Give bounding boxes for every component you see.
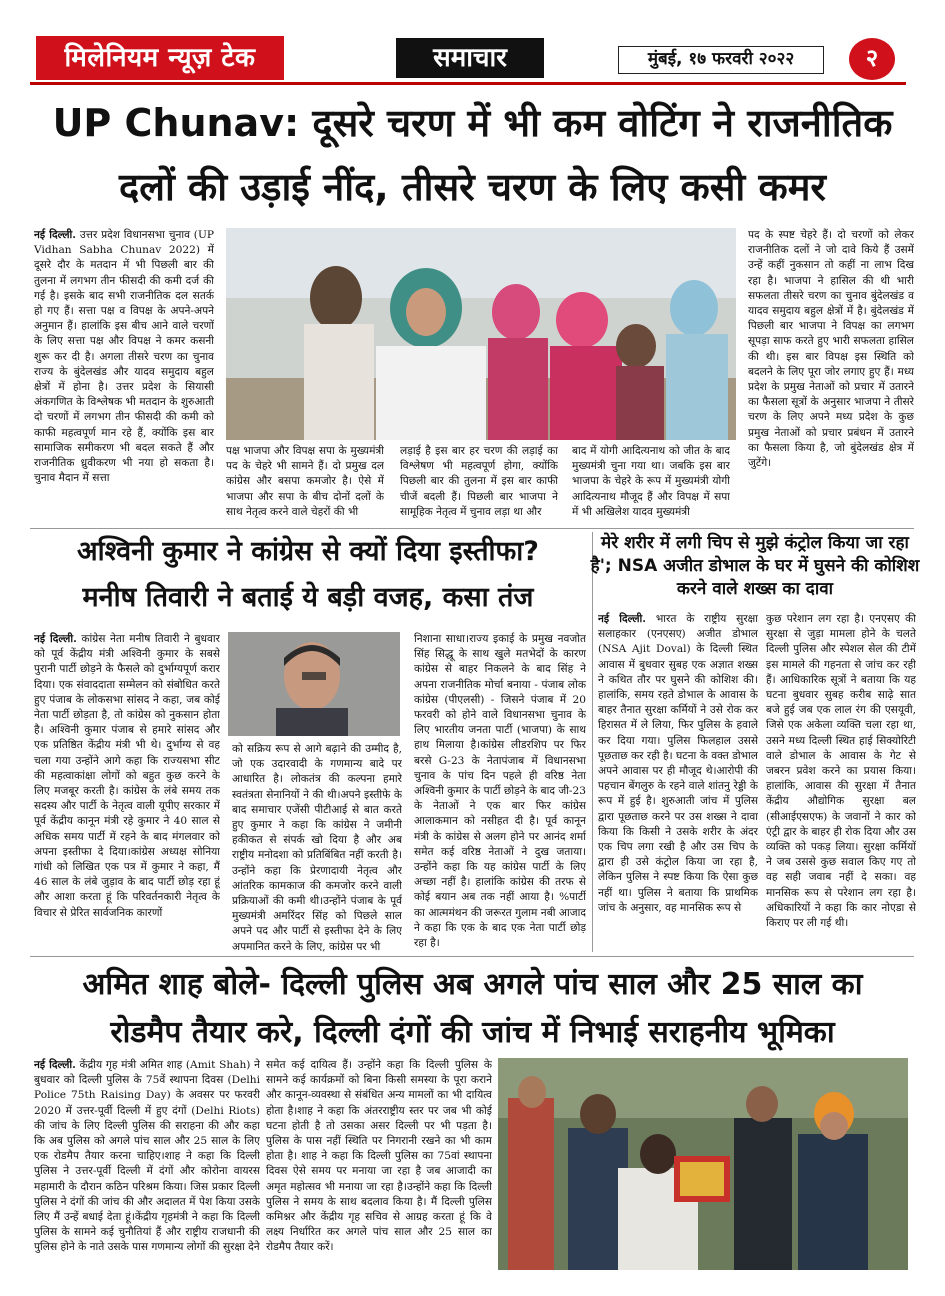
story4-headline-line1[interactable]: अमित शाह बोले- दिल्ली पुलिस अब अगले पांच साल और 25 साल का (82, 967, 863, 1002)
campaign-photo-illustration (226, 228, 736, 440)
story1-dateline: नई दिल्ली. (34, 229, 76, 241)
campaign-photo (226, 228, 736, 440)
edition-date: मुंबई, १७ फरवरी २०२२ (618, 46, 824, 74)
story2-column-2 (232, 742, 402, 952)
event-photo-illustration (498, 1058, 908, 1270)
story3-column-2 (766, 612, 916, 952)
story1-column-2 (226, 444, 384, 526)
story2-column-1 (34, 632, 220, 952)
story2-col1-text: कांग्रेस नेता मनीष तिवारी ने बुधवार को पूर्व केंद्रीय मंत्री अश्विनी कुमार के सबसे पुरानी पार्टी छोड़ने के फैसले को दुर्भाग्यपूर्ण करार दिया। एक संवाददाता सम्मेलन को संबोधित करते हुए पंजाब के लोकसभा सांसद ने कहा, जब कोई नेता पार्टी छोड़ता है, तो कांग्रेस को नुकसान होता है। अश्विनी कुमार पंजाब से हमारे सांसद और एक प्रतिष्ठित केंद्रीय मंत्री भी थे। दुर्भाग्य से वह चला गया उन्होंने आगे कहा कि राज्यसभा सीट की महत्वाकांक्षा लोगों को बहुत कुछ करने के लिए मजबूर करती है। कांग्रेस के लंबे समय तक सदस्य और पार्टी के नेतृत्व वाली यूपीए सरकार में पूर्व केंद्रीय कानून मंत्री रहे कुमार ने 40 साल से अधिक समय पार्टी में रहने के बाद मंगलवार को अपना इस्तीफा दे दिया।कांग्रेस अध्यक्ष सोनिया गांधी को लिखित एक पत्र में कुमार ने कहा, मैं 46 साल के लंबे जुड़ाव के बाद पार्टी छोड़ रहा हूं और आशा करता हूं कि परिवर्तनकारी नेतृत्व के विचार से प्रेरित सार्वजनिक कारणों (34, 633, 220, 919)
story2-headline-line2[interactable]: मनीष तिवारी ने बताई ये बड़ी वजह, कसा तंज (82, 582, 534, 613)
story1-col2-text: पक्ष भाजपा और विपक्ष सपा के मुख्यमंत्री पद के चेहरे भी सामने हैं। दो प्रमुख दल कांग्रेस और बसपा कमजोर है। ऐसे में भाजपा और सपा के बीच दोनों दलों के साथ नेतृत्व करने वाले चेहरों की भी (226, 445, 384, 518)
story1-col4-text: बाद में योगी आदित्यनाथ को जीत के बाद मुख्यमंत्री चुना गया था। जबकि इस बार भाजपा के चेहरे के रूप में मुख्यमंत्री योगी आदित्यनाथ मौजूद हैं और विपक्ष में सपा में भी अखिलेश यादव मुख्यमंत्री (572, 445, 730, 518)
story4-col1-text: केंद्रीय गृह मंत्री अमित शाह (Amit Shah) ने बुधवार को दिल्ली पुलिस के 75वें स्थापना दिवस (Delhi Police 75th Raising Day) के अवसर पर फरवरी 2020 में उत्तर-पूर्वी दिल्ली में हुए दंगों (Delhi Riots) की जांच के लिए दिल्ली पुलिस की सराहना की और कहा कि अब पुलिस को अगले पांच साल और 25 साल के लिए एक रोडमैप तैयार करना चाहिए।शाह ने कहा कि दिल्ली पुलिस ने उत्तर-पूर्वी दिल्ली में दंगों और कोरोना वायरस महामारी के दौरान कठिन परिश्रम किया। जिस प्रकार दिल्ली पुलिस ने दंगों की जांच की और अदालत में पेश किया उसके लिए मैं उन्हें बधाई देता हूं।केंद्रीय गृहमंत्री ने कहा कि दिल्ली पुलिस के सामने कई चुनौतियां हैं और राष्ट्रीय राजधानी की पुलिस होने के नाते उसके पास गणमान्य लोगों की सुरक्षा देने (34, 1059, 260, 1254)
story1-col1-text: उत्तर प्रदेश विधानसभा चुनाव (UP Vidhan Sabha Chunav 2022) में दूसरे दौर के मतदान में भी पिछली बार की तुलना में लगभग तीन फीसदी की कमी दर्ज की गई है। इसके बाद सभी राजनीतिक दल सतर्क हो गए हैं। सत्ता पक्ष व विपक्ष के अपने-अपने अनुमान हैं। हालांकि इस बीच आने वाले चरणों के लिए सत्ता पक्ष और विपक्ष ने कमर कसनी शुरू कर दी है। अगला तीसरे चरण का चुनाव राज्य के बुंदेलखंड और यादव समुदाय बहुल क्षेत्रों में होना है। उत्तर प्रदेश के सियासी अंकगणित के विश्लेषक भी मतदान के शुरुआती दो चरणों में लगभग तीन फीसदी की कमी को काफी महत्वपूर्ण मान रहे हैं, क्योंकि इस बार सामाजिक समीकरण भी बदल सकते हैं और राजनीतिक ध्रुवीकरण भी नया हो सकता है। चुनाव मैदान में सत्ता (34, 229, 214, 485)
story3-col1-text: भारत के राष्ट्रीय सुरक्षा सलाहकार (एनएसए) अजीत डोभाल (NSA Ajit Doval) के दिल्ली स्थित आवास में बुधवार सुबह एक अज्ञात शख्स ने कथित तौर पर घुसने की कोशिश की। हालांकि, समय रहते डोभाल के आवास के बाहर तैनात सुरक्षा कर्मियों ने उसे रोक कर हिरासत में ले लिया, फिर पुलिस के हवाले कर दिया गया। पुलिस फिलहाल उससे पूछताछ कर रही है। घटना के वक्त डोभाल अपने आवास पर ही मौजूद थे।आरोपी की पहचान बेंगलुरु के रहने वाले शांतनु रेड्डी के रूप में हुई है। शुरुआती जांच में पुलिस द्वारा पूछताछ करने पर उस शख्स ने दावा किया कि किसी ने उसके शरीर के अंदर एक चिप लगा रखी है और उस चिप के द्वारा ही उसे कंट्रोल किया जा रहा है, लेकिन पुलिस ने स्पष्ट किया कि ऐसा कुछ नहीं था। पुलिस ने बताया कि प्राथमिक जांच के अनुसार, वह मानसिक रूप से (598, 613, 758, 914)
story3-divider (30, 956, 914, 957)
story4-col2-text: समेत कई दायित्व हैं। उन्होंने कहा कि दिल्ली पुलिस के सामने कई कार्यक्रमों को बिना किसी समस्या के पूरा कराने और कानून-व्यवस्था से संबंधित अन्य मामलों का भी दायित्व होता है।शाह ने कहा कि अंतरराष्ट्रीय स्तर पर जब भी कोई घटना होती है तो उसका असर दिल्ली पर भी पड़ता है। पुलिस के पास नहीं स्थिति पर निगरानी रखने का भी काम होता है। शाह ने कहा कि दिल्ली पुलिस का 75वां स्थापना दिवस ऐसे समय पर मनाया जा रहा है जब आजादी का अमृत महोत्सव भी मनाया जा रहा है।उन्होंने कहा कि दिल्ली पुलिस ने समय के साथ बदलाव किया है। मैं दिल्ली पुलिस कमिश्नर और केंद्रीय गृह सचिव से आग्रह करता हूं कि वे लक्ष्य निर्धारित कर अगले पांच साल और 25 साल का रोडमैप तैयार करें। (266, 1059, 492, 1254)
story1-divider (30, 528, 914, 529)
story1-col3-text: लड़ाई है इस बार हर चरण की लड़ाई का विश्लेषण भी महत्वपूर्ण होगा, क्योंकि पिछली बार की तुलना में इस बार काफी चीजें बदली हैं। पिछली बार भाजपा ने सामूहिक नेतृत्व में चुनाव लड़ा था और (400, 445, 558, 518)
story1-col5-text: पद के स्पष्ट चेहरे हैं। दो चरणों को लेकर राजनीतिक दलों ने जो दावे किये हैं उसमें उन्हें कहीं नुकसान तो कहीं ना लाभ दिख रहा है। भाजपा ने हासिल की थी भारी सफलता तीसरे चरण का चुनाव बुंदेलखंड व यादव समुदाय बहुल क्षेत्रों में है। बुंदेलखंड में पिछली बार भाजपा ने विपक्ष का लगभग सूपड़ा साफ करते हुए भारी सफलता हासिल की थी। इस बार विपक्ष इस स्थिति को बदलने के लिए पूरा जोर लगाए हुए हैं। मध्य प्रदेश के प्रमुख नेताओं को प्रचार में उतारने का फैसला सूत्रों के अनुसार भाजपा ने तीसरे चरण के लिए अपने मध्य प्रदेश के कुछ प्रमुख नेताओं को प्रचार प्रबंधन में उतारने का फैसला किया है, जो बुंदेलखंड क्षेत्र में जुटेंगे। (748, 229, 914, 470)
paper-name: मिलेनियम न्यूज़ टेक (36, 36, 284, 80)
section-label: समाचार (396, 38, 544, 78)
story2-col2-text: को सक्रिय रूप से आगे बढ़ाने की उम्मीद है, जो एक उदारवादी के गणमान्य बादे पर आधारित है। लोकतंत्र की कल्पना हमारे स्वतंत्रता सेनानियों ने की थी।अपने इस्तीफे के बाद समाचार एजेंसी पीटीआई से बात करते हुए कुमार ने कहा कि कांग्रेस ने जमीनी हकीकत से संपर्क खो दिया है और अब राष्ट्रीय मनोदशा को प्रतिबिंबित नहीं करती है। उन्होंने कहा कि प्रेरणादायी नेतृत्व और आंतरिक कामकाज की कमजोर करने वाली प्रक्रियाओं की कमी थी।उन्होंने पंजाब के पूर्व मुख्यमंत्री अमरिंदर सिंह को पिछले साल अपने पद और पार्टी से इस्तीफा देने के लिए अपमानित करने के लिए, कांग्रेस पर भी (232, 743, 402, 952)
story3-column-1 (598, 612, 758, 952)
story2-column-3 (414, 632, 586, 952)
story2-headline-line1[interactable]: अश्विनी कुमार ने कांग्रेस से क्यों दिया इस्तीफा? (77, 536, 539, 567)
story4-headline-line2[interactable]: रोडमैप तैयार करे, दिल्ली दंगों की जांच में निभाई सराहनीय भूमिका (110, 1015, 835, 1050)
story3-headline[interactable]: मेरे शरीर में लगी चिप से मुझे कंट्रोल किया जा रहा है'; NSA अजीत डोभाल के घर में घुसने की कोशिश करने वाले शख्स का दावा (590, 533, 920, 599)
story4-column-2 (266, 1058, 492, 1270)
story1-column-1 (34, 228, 214, 526)
page-number-badge: २ (849, 38, 895, 80)
delhi-police-event-photo (498, 1058, 908, 1270)
story2-col3-text: निशाना साधा।राज्य इकाई के प्रमुख नवजोत सिंह सिद्धू के साथ खुले मतभेदों के कारण कांग्रेस से बाहर निकलने के बाद सिंह ने अपना राजनीतिक मोर्चा बनाया - पंजाब लोक कांग्रेस (पीएलसी) - जिसने पंजाब में 20 फरवरी को होने वाले विधानसभा चुनाव के लिए भारतीय जनता पार्टी (भाजपा) के साथ हाथ मिलाया है।कांग्रेस लीडरशिप पर फिर बरसे G-23 के नेतापंजाब में विधानसभा चुनाव के पांच दिन पहले ही वरिष्ठ नेता अश्विनी कुमार के पार्टी छोड़ने के बाद जी-23 के नेताओं ने एक बार फिर कांग्रेस आलाकमान को नसीहत दी है। पूर्व कानून मंत्री के कांग्रेस से अलग होने पर आनंद शर्मा समेत कई वरिष्ठ नेताओं ने दुख जताया। उन्होंने कहा कि यह कांग्रेस पार्टी के लिए अच्छा नहीं है। हालांकि कांग्रेस की तरफ से कोई बयान अब तक नहीं आया है। %पार्टी का आत्ममंथन की जरूरत गुलाम नबी आजाद ने कहा कि एक के बाद एक नेता पार्टी छोड़ रहा है। (414, 633, 586, 950)
story1-column-5 (748, 228, 914, 526)
story4-column-1 (34, 1058, 260, 1270)
story2-dateline: नई दिल्ली. (34, 633, 77, 645)
story1-headline-line2[interactable]: दलों की उड़ाई नींद, तीसरे चरण के लिए कसी कमर (119, 165, 826, 209)
manish-tewari-photo (228, 632, 400, 736)
story3-col2-text: कुछ परेशान लग रहा है। एनएसए की सुरक्षा से जुड़ा मामला होने के चलते दिल्ली पुलिस और स्पेशल सेल की टीमें इस मामले की गहनता से जांच कर रही हैं। आधिकारिक सूत्रों ने बताया कि यह घटना बुधवार सुबह करीब साढ़े सात बजे हुई जब एक लाल रंग की एसयूवी, जिसे एक अकेला व्यक्ति चला रहा था, उसने मध्य दिल्ली स्थित हाई सिक्योरिटी वाले डोभाल के आवास के गेट से जबरन प्रवेश करने का प्रयास किया। हालांकि, आवास की सुरक्षा में तैनात केंद्रीय औद्योगिक सुरक्षा बल (सीआईएसएफ) के जवानों ने कार को एंट्री द्वार के बाहर ही रोक दिया और उस व्यक्ति को पकड़ लिया। सुरक्षा कर्मियों ने जब उससे कुछ सवाल किए गए तो वह सही जवाब नहीं दे सका। वह मानसिक रूप से परेशान लग रहा है। अधिकारियों ने कहा कि कार नोएडा से किराए पर ली गई थी। (766, 613, 916, 930)
masthead-rule (30, 82, 906, 85)
story4-dateline: नई दिल्ली. (34, 1059, 76, 1071)
story1-column-4 (572, 444, 730, 526)
portrait-illustration (228, 632, 400, 736)
story1-headline-line1[interactable]: UP Chunav: दूसरे चरण में भी कम वोटिंग ने राजनीतिक (52, 101, 893, 145)
story1-column-3 (400, 444, 558, 526)
story3-dateline: नई दिल्ली. (598, 613, 646, 625)
